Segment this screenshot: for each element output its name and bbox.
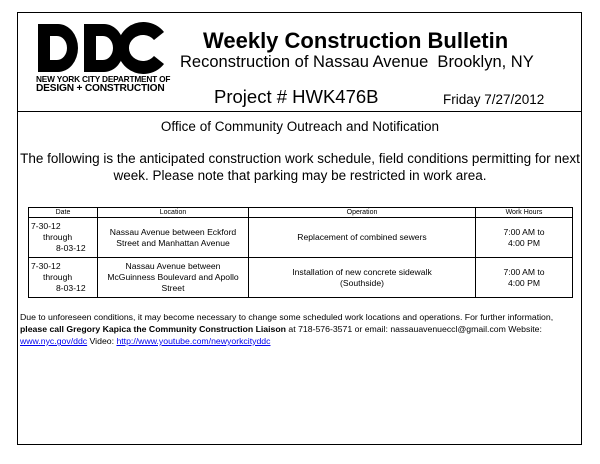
hours-cell: 7:00 AM to 4:00 PM [476, 218, 573, 258]
header-divider [17, 111, 582, 112]
footer-text-3: Video: [87, 336, 117, 346]
location-cell: Nassau Avenue between McGuinness Boulevard and Apollo Street [98, 258, 249, 298]
date-through: through [43, 232, 73, 242]
website-link[interactable]: www.nyc.gov/ddc [20, 336, 88, 346]
logo-caption [36, 74, 171, 94]
date-cell [29, 258, 98, 298]
bulletin-title: Weekly Construction Bulletin [203, 28, 509, 53]
date-end: 8-03-12 [56, 283, 86, 293]
ddc-letters-icon [36, 22, 168, 74]
footer-note [20, 311, 580, 347]
column-header-location: Location [98, 208, 249, 218]
footer-text-2: at 718-576-3571 or email: nassauavenueccl@gmail.com Website: [286, 324, 542, 334]
date-through: through [43, 272, 73, 282]
operation-cell: Installation of new concrete sidewalk (Southside) [249, 258, 476, 298]
hours-cell: 7:00 AM to 4:00 PM [476, 258, 573, 298]
date-cell [29, 218, 98, 258]
office-heading: Office of Community Outreach and Notification [160, 119, 440, 134]
location-cell: Nassau Avenue between Eckford Street and Manhattan Avenue [98, 218, 249, 258]
table-header-row [29, 208, 573, 218]
ddc-logo [36, 22, 171, 98]
schedule-table [28, 207, 573, 298]
operation-cell: Replacement of combined sewers [249, 218, 476, 258]
table-row [29, 218, 573, 258]
project-number: Project # HWK476B [214, 86, 379, 107]
footer-text-1: Due to unforeseen conditions, it may become necessary to change some scheduled work locations and operations. For further information, [20, 312, 554, 322]
column-header-date: Date [29, 208, 98, 218]
intro-paragraph: The following is the anticipated construction work schedule, field conditions permitting for next week. Please note that parking may be restricted in work area. [20, 151, 580, 183]
liaison-contact: please call Gregory Kapica the Community Construction Liaison [20, 324, 286, 334]
bulletin-date: Friday 7/27/2012 [443, 92, 545, 107]
date-start: 7-30-12 [31, 261, 61, 271]
date-end: 8-03-12 [56, 243, 86, 253]
column-header-work-hours: Work Hours [476, 208, 573, 218]
date-start: 7-30-12 [31, 221, 61, 231]
video-link[interactable]: http://www.youtube.com/newyorkcityddc [116, 336, 271, 346]
project-subtitle: Reconstruction of Nassau Avenue Brooklyn, NY [180, 53, 534, 71]
logo-caption-line1: NEW YORK CITY DEPARTMENT OF [36, 74, 171, 84]
logo-caption-line2: DESIGN + CONSTRUCTION [36, 83, 165, 94]
column-header-operation: Operation [249, 208, 476, 218]
table-row [29, 258, 573, 298]
